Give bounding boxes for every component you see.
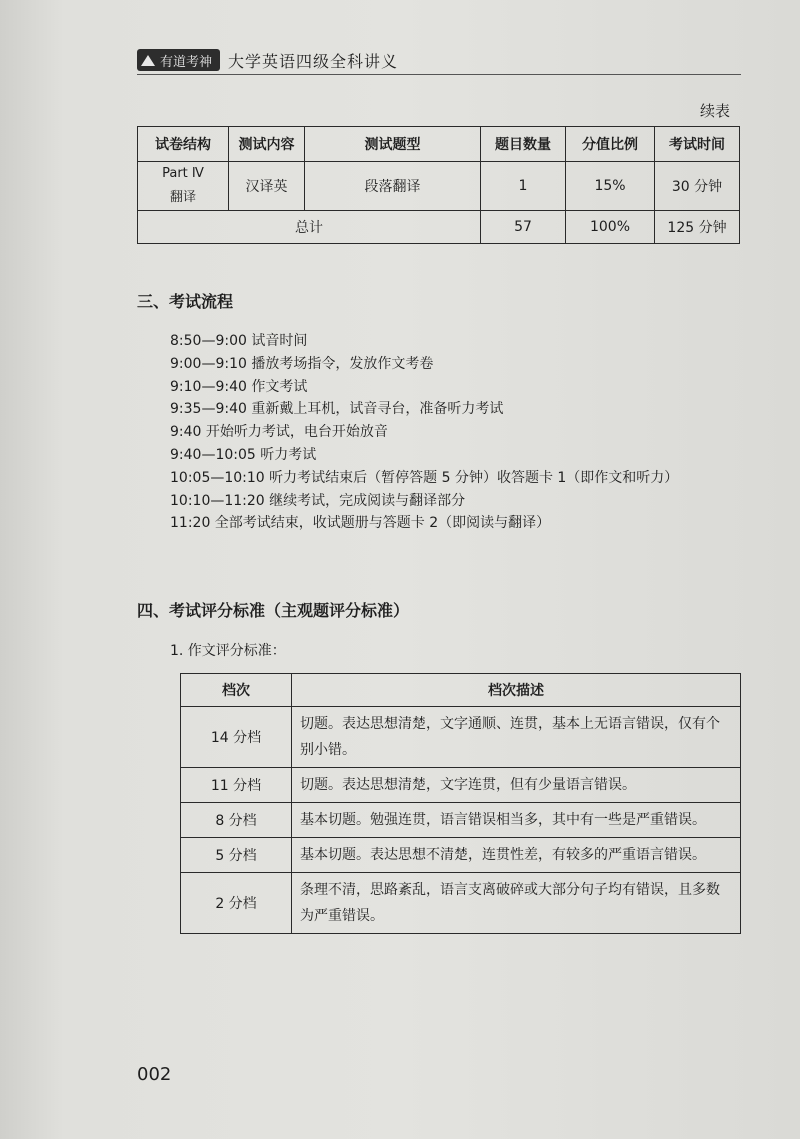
table-row <box>181 707 741 768</box>
total-time: 125 分钟 <box>655 211 740 244</box>
description-cell: 基本切题。勉强连贯，语言错误相当多，其中有一些是严重错误。 <box>292 803 741 838</box>
list-item: 10:05—10:10 听力考试结束后（暂停答题 5 分钟）收答题卡 1（即作文和听力） <box>170 469 679 486</box>
table-header-row <box>138 127 740 162</box>
book-title: 大学英语四级全科讲义 <box>228 51 399 71</box>
exam-structure-table <box>137 126 740 244</box>
column-header: 测试题型 <box>305 127 481 162</box>
time-cell: 30 分钟 <box>655 162 740 211</box>
table-row <box>181 873 741 934</box>
part-cell <box>138 162 229 211</box>
table-row <box>181 803 741 838</box>
level-cell: 5 分档 <box>181 838 292 873</box>
column-header: 测试内容 <box>229 127 305 162</box>
list-item: 9:00—9:10 播放考场指令，发放作文考卷 <box>170 355 434 372</box>
column-header: 试卷结构 <box>138 127 229 162</box>
table-row <box>181 838 741 873</box>
table-row <box>181 768 741 803</box>
column-header: 档次描述 <box>292 674 741 707</box>
list-item: 10:10—11:20 继续考试，完成阅读与翻译部分 <box>170 492 466 509</box>
description-cell: 切题。表达思想清楚，文字连贯，但有少量语言错误。 <box>292 768 741 803</box>
brand-logo <box>137 49 220 71</box>
column-header: 考试时间 <box>655 127 740 162</box>
column-header: 题目数量 <box>481 127 566 162</box>
header-divider <box>137 74 741 75</box>
subsection-heading: 1. 作文评分标准： <box>170 643 286 659</box>
level-cell: 8 分档 <box>181 803 292 838</box>
logo-icon <box>141 55 155 66</box>
list-item: 9:35—9:40 重新戴上耳机，试音寻台，准备听力考试 <box>170 401 504 418</box>
continued-label: 续表 <box>700 102 731 120</box>
page-number: 002 <box>137 1064 172 1085</box>
list-item: 8:50—9:00 试音时间 <box>170 333 308 349</box>
level-cell: 11 分档 <box>181 768 292 803</box>
exam-schedule-list <box>170 330 678 535</box>
description-cell: 基本切题。表达思想不清楚，连贯性差，有较多的严重语言错误。 <box>292 838 741 873</box>
part-label: 翻译 <box>169 190 196 205</box>
total-label: 总计 <box>138 211 481 244</box>
description-cell: 切题。表达思想清楚，文字通顺、连贯，基本上无语言错误，仅有个别小错。 <box>292 707 741 768</box>
list-item: 9:10—9:40 作文考试 <box>170 378 308 395</box>
section-heading: 三、考试流程 <box>137 292 234 311</box>
content-cell: 汉译英 <box>229 162 305 211</box>
column-header: 档次 <box>181 674 292 707</box>
part-name: Part Ⅳ <box>162 166 204 181</box>
section-heading: 四、考试评分标准（主观题评分标准） <box>137 601 410 620</box>
total-ratio: 100% <box>566 211 655 244</box>
list-item: 9:40—10:05 听力考试 <box>170 446 317 463</box>
level-cell: 2 分档 <box>181 873 292 934</box>
page-header <box>137 48 398 72</box>
ratio-cell: 15% <box>566 162 655 211</box>
total-row <box>138 211 740 244</box>
count-cell: 1 <box>481 162 566 211</box>
table-row <box>138 162 740 211</box>
writing-scoring-table <box>180 673 741 934</box>
list-item: 9:40 开始听力考试，电台开始放音 <box>170 424 388 441</box>
list-item: 11:20 全部考试结束，收试题册与答题卡 2（即阅读与翻译） <box>170 515 551 532</box>
table-header-row <box>181 674 741 707</box>
total-count: 57 <box>481 211 566 244</box>
logo-text: 有道考神 <box>160 54 213 70</box>
column-header: 分值比例 <box>566 127 655 162</box>
type-cell: 段落翻译 <box>305 162 481 211</box>
level-cell: 14 分档 <box>181 707 292 768</box>
description-cell: 条理不清，思路紊乱，语言支离破碎或大部分句子均有错误，且多数为严重错误。 <box>292 873 741 934</box>
